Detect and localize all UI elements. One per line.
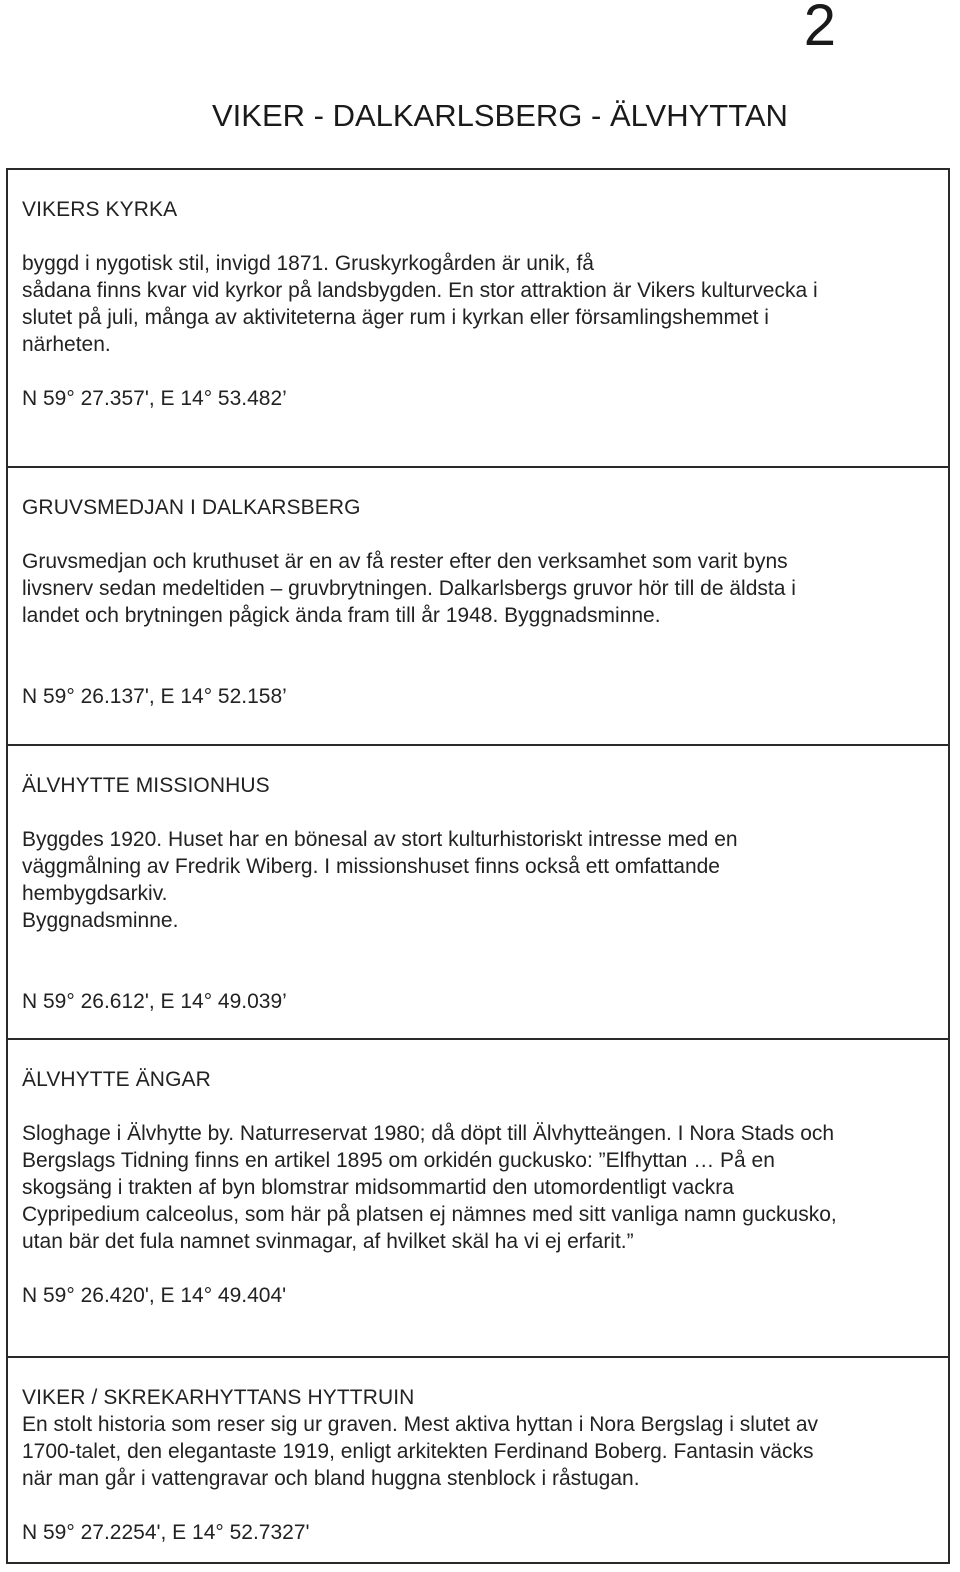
section-divider [6,1356,950,1358]
section-divider [6,744,950,746]
section-heading: VIKER / SKREKARHYTTANS HYTTRUIN [22,1386,415,1409]
text-line: Bergslags Tidning finns en artikel 1895 om orkidén guckusko: ”Elfhyttan … På en [22,1149,775,1172]
gps-coordinates: N 59° 26.612', E 14° 49.039’ [22,990,287,1013]
text-line: En stolt historia som reser sig ur graven. Mest aktiva hyttan i Nora Bergslag i slutet av [22,1413,819,1436]
page-number: 2 [803,0,836,58]
text-line: sådana finns kvar vid kyrkor på landsbygden. En stor attraktion är Vikers kulturvecka i [22,279,818,302]
text-line: Byggdes 1920. Huset har en bönesal av stort kulturhistoriskt intresse med en [22,828,738,851]
text-line: närheten. [22,333,111,356]
text-line: skogsäng i trakten af byn blomstrar midsommartid den utomordentligt vackra [22,1176,734,1199]
section-alvhytte-missionhus [6,772,950,1015]
text-line: utan bär det fula namnet svinmagar, af hvilket skäl ha vi ej erfarit.” [22,1230,634,1253]
text-line: Byggnadsminne. [22,909,179,932]
section-heading: GRUVSMEDJAN I DALKARSBERG [22,496,361,519]
text-line: väggmålning av Fredrik Wiberg. I missionshuset finns också ett omfattande [22,855,720,878]
section-description [22,1120,932,1255]
section-description [22,826,932,934]
section-skrekarhyttan [6,1384,950,1546]
text-line: slutet på juli, många av aktiviteterna äger rum i kyrkan eller församlingshemmet i [22,306,769,329]
gps-coordinates: N 59° 27.357', E 14° 53.482’ [22,387,287,410]
section-description [22,250,932,358]
text-line: Sloghage i Älvhytte by. Naturreservat 1980; då döpt till Älvhytteängen. I Nora Stads och [22,1122,835,1145]
text-line: 1700-talet, den elegantaste 1919, enligt arkitekten Ferdinand Boberg. Fantasin väcks [22,1440,814,1463]
section-heading: ÄLVHYTTE MISSIONHUS [22,774,270,797]
section-vikers-kyrka [6,196,950,412]
section-heading: VIKERS KYRKA [22,198,178,221]
text-line: byggd i nygotisk stil, invigd 1871. Gruskyrkogården är unik, få [22,252,594,275]
section-description [22,548,932,629]
text-line: landet och brytningen pågick ända fram till år 1948. Byggnadsminne. [22,604,661,627]
text-line: Gruvsmedjan och kruthuset är en av få rester efter den verksamhet som varit byns [22,550,788,573]
section-divider [6,466,950,468]
section-heading: ÄLVHYTTE ÄNGAR [22,1068,211,1091]
text-line: Cypripedium calceolus, som här på platsen ej nämnes med sitt vanliga namn guckusko, [22,1203,837,1226]
section-gruvsmedjan [6,494,950,710]
section-divider [6,1038,950,1040]
gps-coordinates: N 59° 27.2254', E 14° 52.7327' [22,1521,310,1544]
text-line: livsnerv sedan medeltiden – gruvbrytningen. Dalkarlsbergs gruvor hör till de äldsta i [22,577,796,600]
text-line: när man går i vattengravar och bland huggna stenblock i råstugan. [22,1467,640,1490]
gps-coordinates: N 59° 26.420', E 14° 49.404' [22,1284,287,1307]
section-description [22,1411,932,1492]
page-title: VIKER - DALKARLSBERG - ÄLVHYTTAN [212,98,788,133]
section-alvhytte-angar [6,1066,950,1309]
text-line: hembygdsarkiv. [22,882,168,905]
gps-coordinates: N 59° 26.137', E 14° 52.158’ [22,685,287,708]
